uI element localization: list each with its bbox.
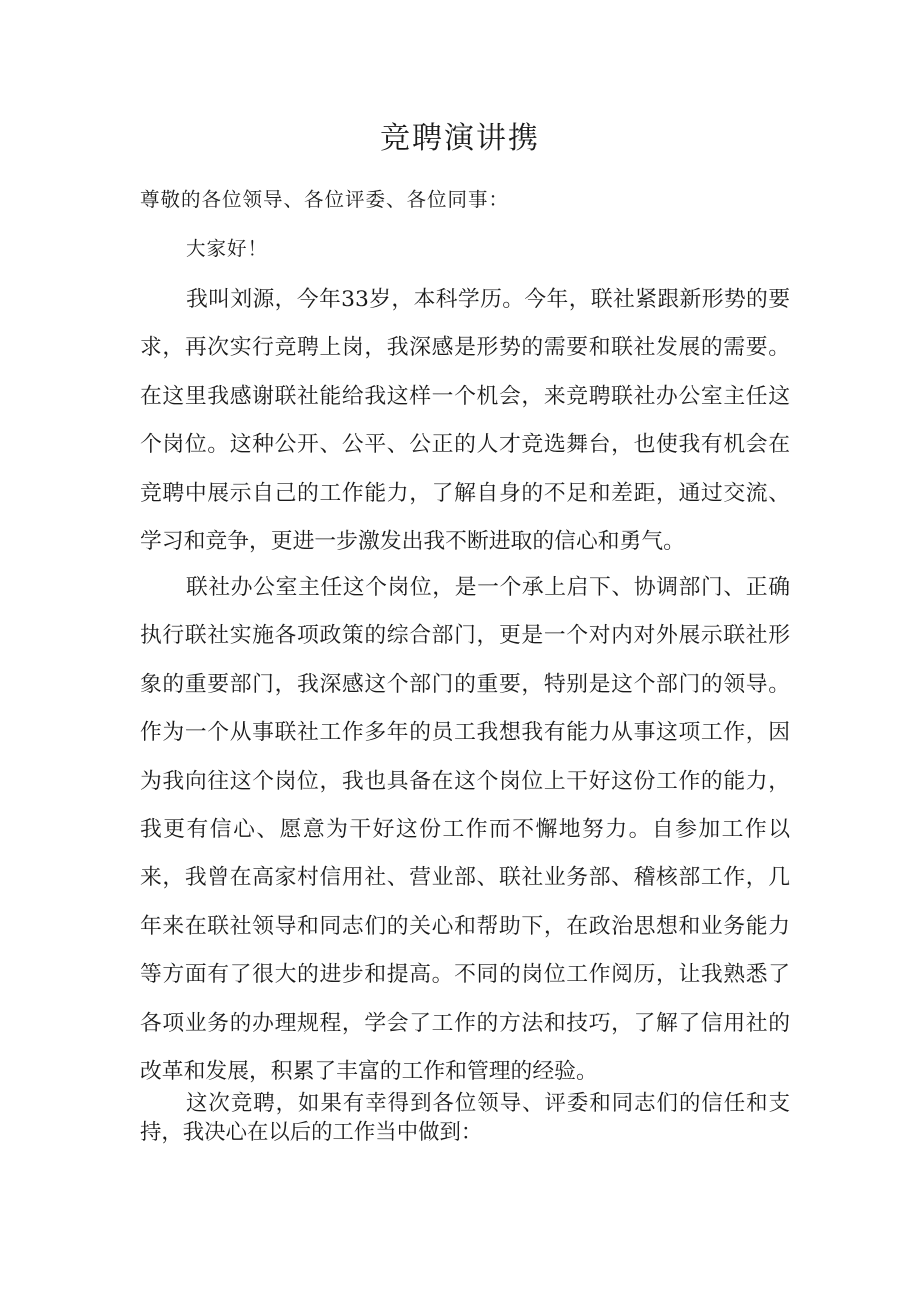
greeting: 大家好！ xyxy=(186,237,269,260)
paragraph-introduction: 我叫刘源，今年33岁，本科学历。今年，联社紧跟新形势的要求，再次实行竞聘上岗，我深感是形势的需要和联社发展的需要。在这里我感谢联社能给我这样一个机会，来竞聘联社办公室主任这个岗位。这种公开、公平、公正的人才竞选舞台，也使我有机会在竞聘中展示自己的工作能力，了解自身的不足和差距，通过交流、学习和竞争，更进一步激发出我不断进取的信心和勇气。 xyxy=(140,287,790,555)
document-title: 竞聘演讲携 xyxy=(380,121,540,156)
paragraph-commitment: 这次竞聘，如果有幸得到各位领导、评委和同志们的信任和支持，我决心在以后的工作当中做到： xyxy=(140,1091,790,1145)
paragraph-position-experience: 联社办公室主任这个岗位，是一个承上启下、协调部门、正确执行联社实施各项政策的综合部门，更是一个对内对外展示联社形象的重要部门，我深感这个部门的重要，特别是这个部门的领导。作为一个从事联社工作多年的员工我想我有能力从事这项工作，因为我向往这个岗位，我也具备在这个岗位上干好这份工作的能力，我更有信心、愿意为干好这份工作而不懈地努力。自参加工作以来，我曾在高家村信用社、营业部、联社业务部、稽核部工作，几年来在联社领导和同志们的关心和帮助下，在政治思想和业务能力等方面有了很大的进步和提高。不同的岗位工作阅历，让我熟悉了各项业务的办理规程，学会了工作的方法和技巧，了解了信用社的改革和发展，积累了丰富的工作和管理的经验。 xyxy=(140,575,790,1085)
salutation: 尊敬的各位领导、各位评委、各位同事： xyxy=(140,188,510,211)
